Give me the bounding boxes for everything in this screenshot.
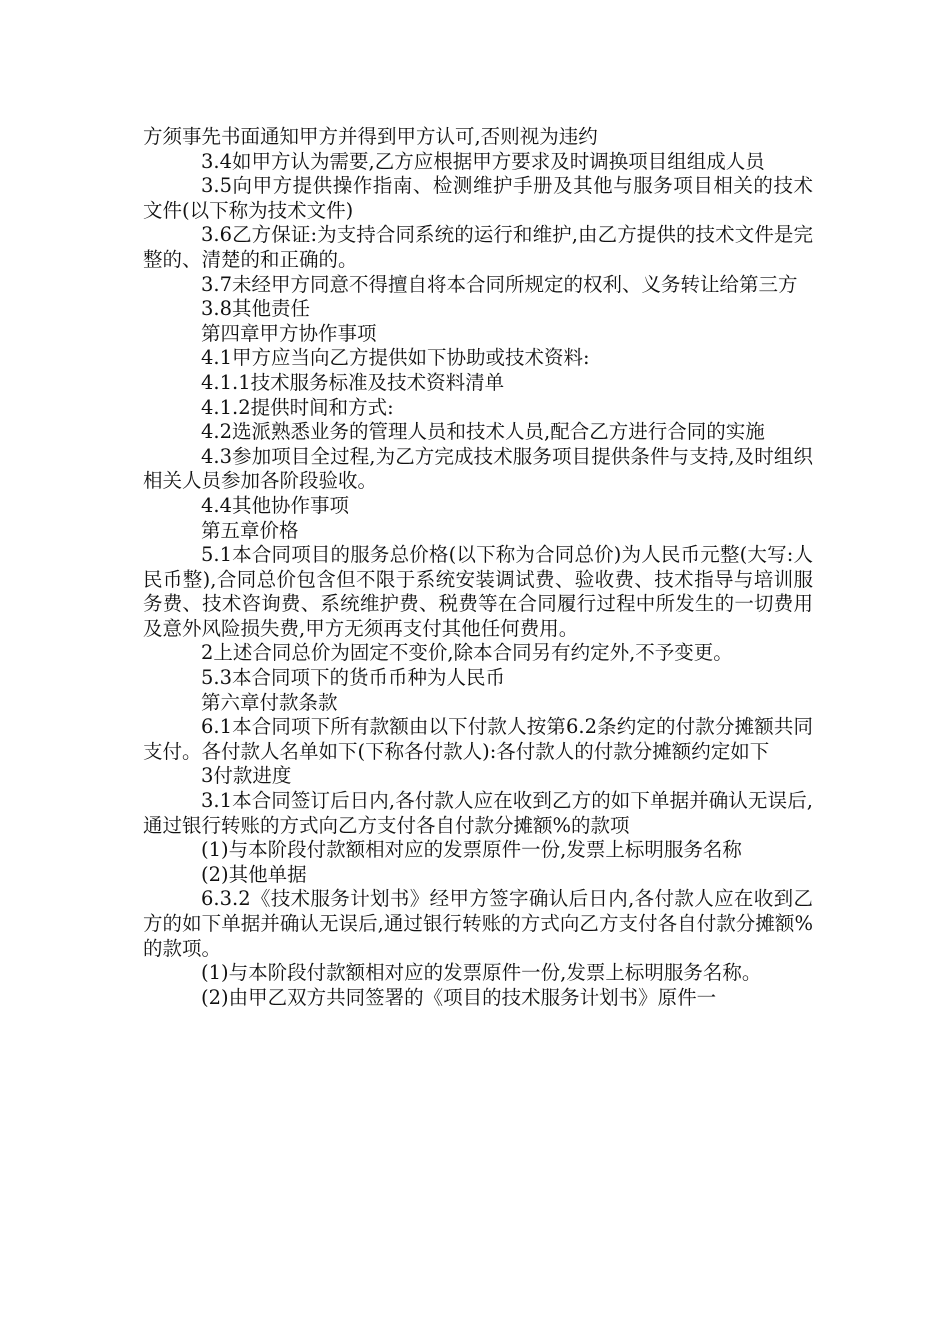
document-body [143,125,813,1010]
chapter-heading: 第六章付款条款 [201,690,338,714]
paragraph: (2)其他单据 [201,862,307,886]
paragraph: 4.1.1技术服务标准及技术资料清单 [201,370,505,394]
paragraph: 6.3.2《技术服务计划书》经甲方签字确认后日内,各付款人应在收到乙方的如下单据并确认无误后,通过银行转账的方式向乙方支付各自付款分摊额%的款项。 [143,887,813,960]
chapter-heading: 第五章价格 [201,518,299,542]
paragraph: 3.5向甲方提供操作指南、检测维护手册及其他与服务项目相关的技术文件(以下称为技术文件) [143,174,813,222]
paragraph: 3.1本合同签订后日内,各付款人应在收到乙方的如下单据并确认无误后,通过银行转账的方式向乙方支付各自付款分摊额%的款项 [143,789,813,837]
paragraph: 4.1甲方应当向乙方提供如下协助或技术资料: [201,346,590,370]
paragraph: 4.3参加项目全过程,为乙方完成技术服务项目提供条件与支持,及时组织相关人员参加各阶段验收。 [143,444,813,493]
paragraph: 4.4其他协作事项 [201,493,350,517]
paragraph: 3付款进度 [201,764,292,788]
paragraph: 6.1本合同项下所有款额由以下付款人按第6.2条约定的付款分摊额共同支付。各付款人名单如下(下称各付款人):各付款人的付款分摊额约定如下 [143,715,813,763]
paragraph: (1)与本阶段付款额相对应的发票原件一份,发票上标明服务名称 [201,838,742,862]
paragraph: 3.8其他责任 [201,297,311,321]
paragraph: (2)由甲乙双方共同签署的《项目的技术服务计划书》原件一 [201,985,717,1009]
paragraph: 4.1.2提供时间和方式: [201,395,394,419]
paragraph: 3.7未经甲方同意不得擅自将本合同所规定的权利、义务转让给第三方 [201,272,798,296]
chapter-heading: 第四章甲方协作事项 [201,321,377,345]
paragraph: 5.1本合同项目的服务总价格(以下称为合同总价)为人民币元整(大写:人民币整),合同总价包含但不限于系统安装调试费、验收费、技术指导与培训服务费、技术咨询费、系统维护费、税费等在合同履行过程中所发生的一切费用及意外风险损失费,甲方无须再支付其他任何费用。 [143,543,813,640]
paragraph: 5.3本合同项下的货币币种为人民币 [201,666,506,690]
paragraph: (1)与本阶段付款额相对应的发票原件一份,发票上标明服务名称。 [201,961,762,985]
paragraph: 3.4如甲方认为需要,乙方应根据甲方要求及时调换项目组组成人员 [201,149,765,173]
paragraph: 3.6乙方保证:为支持合同系统的运行和维护,由乙方提供的技术文件是完整的、清楚的和正确的。 [143,223,813,271]
paragraph: 方须事先书面通知甲方并得到甲方认可,否则视为违约 [143,125,598,148]
paragraph: 4.2选派熟悉业务的管理人员和技术人员,配合乙方进行合同的实施 [201,420,765,444]
paragraph: 2上述合同总价为固定不变价,除本合同另有约定外,不予变更。 [201,641,733,665]
